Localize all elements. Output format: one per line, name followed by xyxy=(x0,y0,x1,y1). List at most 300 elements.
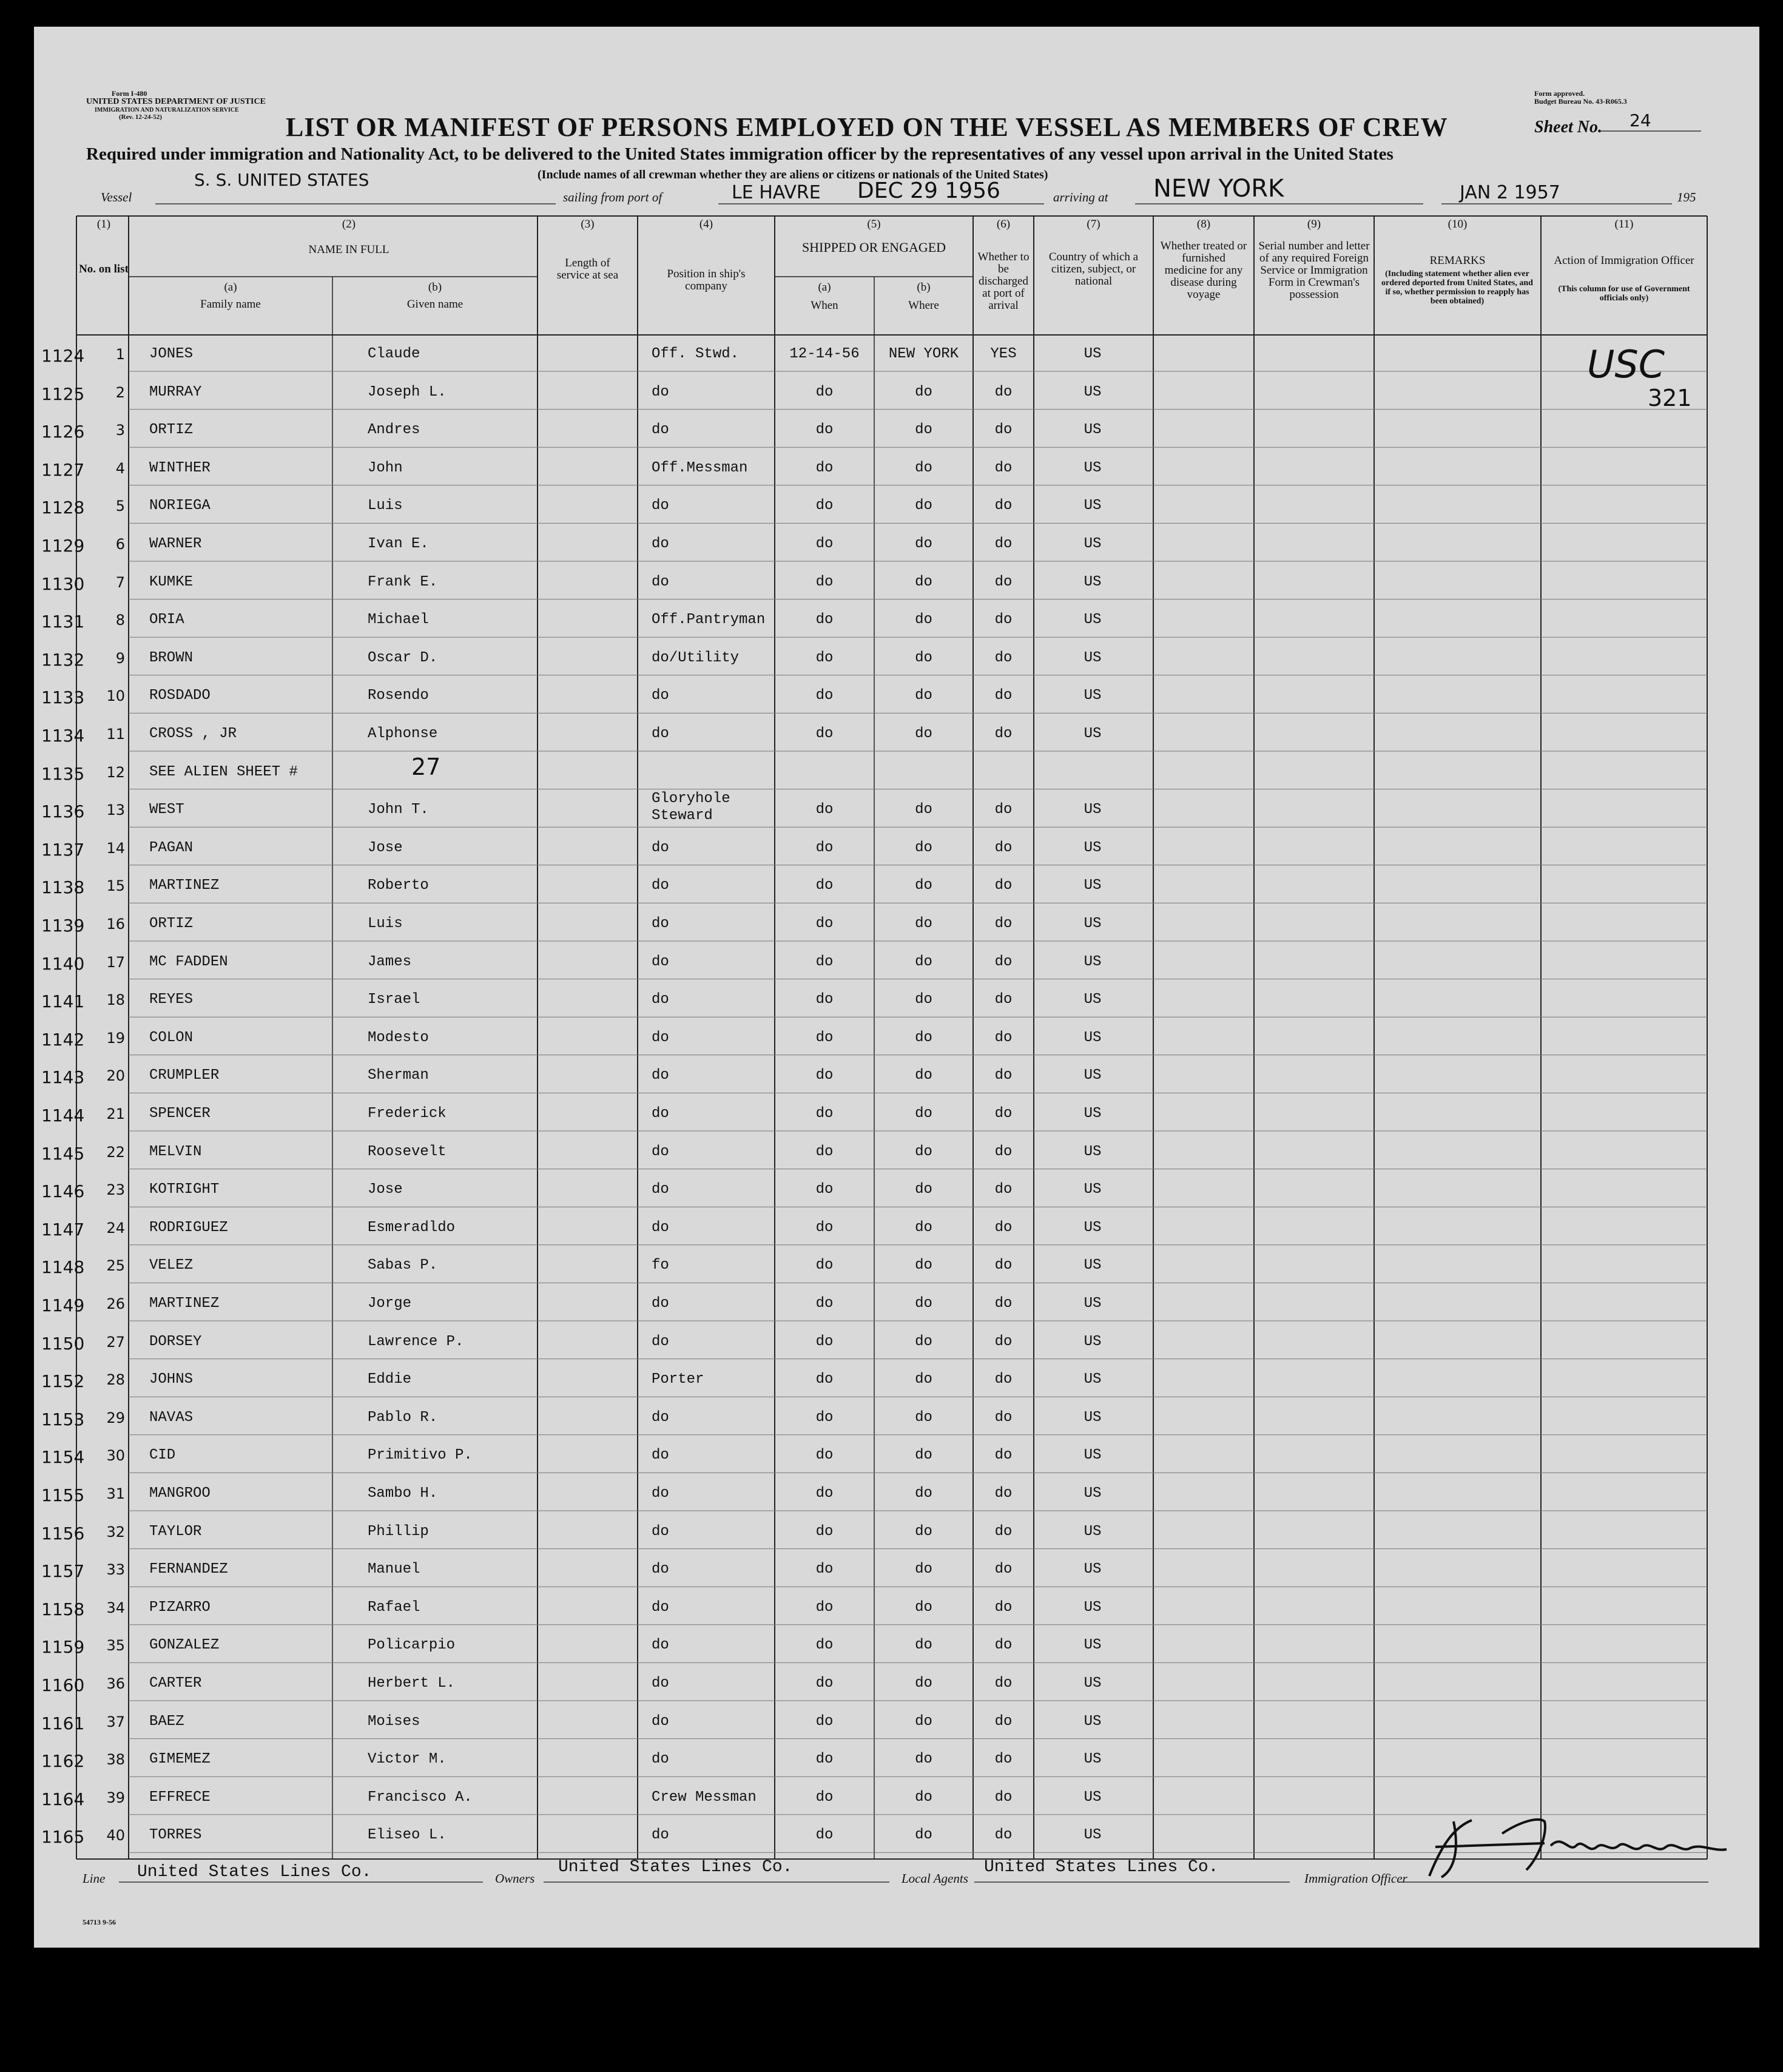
shipped-when: do xyxy=(815,1295,834,1312)
given-name: James xyxy=(368,953,412,970)
family-name: MELVIN xyxy=(149,1143,202,1160)
owners-name: United States Lines Co. xyxy=(558,1858,793,1877)
shipped-where: do xyxy=(915,536,932,552)
list-number: 1139 xyxy=(41,916,85,936)
row-index: 18 xyxy=(106,991,125,1009)
row-index: 29 xyxy=(106,1409,125,1426)
family-name: JOHNS xyxy=(149,1371,194,1388)
family-name: KUMKE xyxy=(149,573,194,590)
list-number: 1134 xyxy=(41,726,85,746)
shipped-when: do xyxy=(815,649,834,666)
family-name: KOTRIGHT xyxy=(149,1181,220,1198)
col1-number: (1) xyxy=(96,218,111,231)
family-name: CRUMPLER xyxy=(149,1067,220,1084)
list-number: 1161 xyxy=(41,1713,85,1733)
family-name: GIMEMEZ xyxy=(149,1751,211,1768)
country: US xyxy=(1084,991,1102,1008)
given-name: Policarpio xyxy=(368,1637,456,1654)
col2-label: NAME IN FULL xyxy=(308,243,389,256)
discharged: do xyxy=(994,1485,1013,1502)
given-name: Andres xyxy=(368,422,420,439)
shipped-when: do xyxy=(815,1827,834,1844)
discharged: do xyxy=(994,1257,1013,1274)
discharged: do xyxy=(994,1751,1013,1768)
col11-note: (This column for use of Government officials only) xyxy=(1558,285,1690,303)
list-number: 1156 xyxy=(41,1523,85,1544)
given-name: Moises xyxy=(368,1713,420,1730)
table-grid xyxy=(34,27,1759,1948)
shipped-when: do xyxy=(815,1409,834,1426)
revision: (Rev. 12-24-52) xyxy=(119,113,162,121)
family-name: TAYLOR xyxy=(149,1523,202,1540)
country: US xyxy=(1084,1751,1102,1768)
given-name: Pablo R. xyxy=(368,1409,438,1426)
family-name: CID xyxy=(149,1447,176,1464)
shipped-when: do xyxy=(815,498,834,515)
country: US xyxy=(1084,1675,1102,1692)
given-name: Eliseo L. xyxy=(368,1827,447,1844)
col2b-label: Given name xyxy=(406,298,463,311)
given-name: Joseph L. xyxy=(368,383,447,400)
discharged: do xyxy=(994,1371,1013,1388)
family-name: VELEZ xyxy=(149,1257,194,1274)
position: do xyxy=(652,1561,669,1578)
country: US xyxy=(1084,1827,1102,1844)
shipped-when: do xyxy=(815,1219,834,1236)
shipped-when: do xyxy=(815,1371,834,1388)
list-number: 1129 xyxy=(41,536,85,556)
col5b-number: (b) xyxy=(917,281,931,294)
col2a-number: (a) xyxy=(224,281,237,294)
discharged: do xyxy=(994,953,1013,970)
position: do xyxy=(652,991,669,1008)
col10-number: (10) xyxy=(1448,218,1468,231)
discharged: do xyxy=(994,459,1013,476)
discharged: do xyxy=(994,1067,1013,1084)
shipped-where: do xyxy=(915,383,932,400)
position: fo xyxy=(652,1257,669,1274)
shipped-when: do xyxy=(815,1675,834,1692)
position: do xyxy=(652,422,669,439)
position: do xyxy=(652,383,669,400)
discharged: do xyxy=(994,383,1013,400)
shipped-where: do xyxy=(915,1637,932,1654)
shipped-where: do xyxy=(915,1105,932,1122)
country: US xyxy=(1084,877,1102,894)
shipped-when: do xyxy=(815,1105,834,1122)
position: Gloryhole Steward xyxy=(652,791,730,825)
discharged: do xyxy=(994,1523,1013,1540)
row-index: 2 xyxy=(115,383,125,401)
list-number: 1132 xyxy=(41,649,85,670)
shipped-when: do xyxy=(815,536,834,552)
row-index: 32 xyxy=(106,1523,125,1541)
row-index: 27 xyxy=(106,1333,125,1351)
col3-label: Length of service at sea xyxy=(556,257,619,282)
shipped-when: do xyxy=(815,1751,834,1768)
shipped-when: do xyxy=(815,991,834,1008)
row-index: 25 xyxy=(106,1257,125,1275)
list-number: 1126 xyxy=(41,422,85,442)
row-index: 3 xyxy=(115,422,125,439)
shipped-when: do xyxy=(815,612,834,629)
shipped-when: do xyxy=(815,953,834,970)
shipped-where: do xyxy=(915,1333,932,1350)
shipped-when: do xyxy=(815,422,834,439)
shipped-where: do xyxy=(915,1219,932,1236)
given-name: Luis xyxy=(368,498,403,515)
shipped-where: do xyxy=(915,573,932,590)
list-number: 1146 xyxy=(41,1181,85,1202)
row-index: 28 xyxy=(106,1371,125,1389)
row-index: 14 xyxy=(106,839,125,857)
position: do xyxy=(652,1105,669,1122)
given-name: Frederick xyxy=(368,1105,447,1122)
shipped-where: do xyxy=(915,1751,932,1768)
list-number: 1155 xyxy=(41,1485,85,1505)
country: US xyxy=(1084,1181,1102,1198)
family-name: COLON xyxy=(149,1029,194,1046)
position: do xyxy=(652,1333,669,1350)
shipped-when: do xyxy=(815,383,834,400)
row-index: 13 xyxy=(106,801,125,819)
service: IMMIGRATION AND NATURALIZATION SERVICE xyxy=(95,107,239,113)
given-name: Francisco A. xyxy=(368,1789,473,1806)
row-index: 12 xyxy=(106,763,125,781)
given-name: Roosevelt xyxy=(368,1143,447,1160)
shipped-where: do xyxy=(915,1599,932,1616)
family-name: ROSDADO xyxy=(149,687,211,704)
given-name: Rosendo xyxy=(368,687,429,704)
position: do xyxy=(652,1751,669,1768)
position: Off. Stwd. xyxy=(652,346,740,362)
position: do xyxy=(652,1713,669,1730)
given-name: Alphonse xyxy=(368,726,438,742)
position: do xyxy=(652,687,669,704)
shipped-where: do xyxy=(915,1827,932,1844)
position: do xyxy=(652,536,669,552)
discharged: do xyxy=(994,1561,1013,1578)
given-name: Sherman xyxy=(368,1067,429,1084)
col9-label: Serial number and letter of any required Foreign Service or Immigration Form in Crewman's possession xyxy=(1258,240,1370,301)
discharged: do xyxy=(994,1789,1013,1806)
family-name: RODRIGUEZ xyxy=(149,1219,228,1236)
country: US xyxy=(1084,612,1102,629)
family-name: DORSEY xyxy=(149,1333,202,1350)
row-index: 21 xyxy=(106,1105,125,1122)
position: do xyxy=(652,1637,669,1654)
family-name: GONZALEZ xyxy=(149,1637,220,1654)
col2a-label: Family name xyxy=(200,298,261,311)
shipped-where: do xyxy=(915,1143,932,1160)
agents-name: United States Lines Co. xyxy=(984,1858,1219,1877)
discharged: do xyxy=(994,1447,1013,1464)
row-index: 4 xyxy=(115,459,125,477)
discharged: do xyxy=(994,536,1013,552)
shipped-where: do xyxy=(915,1295,932,1312)
shipped-where: do xyxy=(915,687,932,704)
budget-bureau: Budget Bureau No. 43-R065.3 xyxy=(1534,97,1627,106)
shipped-where: do xyxy=(915,1789,932,1806)
position: Off.Messman xyxy=(652,459,748,476)
family-name: REYES xyxy=(149,991,194,1008)
col1-label: No. on list xyxy=(79,263,129,275)
country: US xyxy=(1084,839,1102,856)
col5-label: SHIPPED OR ENGAGED xyxy=(801,240,946,255)
col2-number: (2) xyxy=(342,218,356,231)
shipped-when: do xyxy=(815,1485,834,1502)
row-index: 23 xyxy=(106,1181,125,1199)
year-suffix: 195 xyxy=(1677,190,1696,204)
given-name: Jorge xyxy=(368,1295,412,1312)
sailing-label: sailing from port of xyxy=(563,190,662,204)
col5-number: (5) xyxy=(867,218,881,231)
family-name: CROSS , JR xyxy=(149,726,237,742)
list-number: 1124 xyxy=(41,346,85,366)
shipped-where: do xyxy=(915,1257,932,1274)
line-name: United States Lines Co. xyxy=(137,1863,372,1881)
country: US xyxy=(1084,1523,1102,1540)
row-index: 40 xyxy=(106,1827,125,1844)
row-index: 24 xyxy=(106,1219,125,1237)
col6-number: (6) xyxy=(996,218,1011,231)
discharged: do xyxy=(994,1713,1013,1730)
shipped-when: do xyxy=(815,916,834,932)
col11-label: Action of Immigration Officer xyxy=(1554,254,1694,267)
position: do xyxy=(652,1067,669,1084)
family-name: ORTIZ xyxy=(149,916,194,932)
form-approved: Form approved. xyxy=(1534,89,1585,98)
row-index: 1 xyxy=(115,346,125,363)
shipped-where: NEW YORK xyxy=(888,346,959,362)
family-name: NORIEGA xyxy=(149,498,211,515)
country: US xyxy=(1084,459,1102,476)
list-number: 1149 xyxy=(41,1295,85,1315)
shipped-where: do xyxy=(915,953,932,970)
manifest-sheet xyxy=(34,27,1759,1948)
country: US xyxy=(1084,1485,1102,1502)
shipped-where: do xyxy=(915,422,932,439)
discharged: do xyxy=(994,498,1013,515)
col5b-label: Where xyxy=(908,299,939,312)
country: US xyxy=(1084,649,1102,666)
list-number: 1142 xyxy=(41,1029,85,1050)
col4-label: Position in ship's company xyxy=(667,268,746,292)
shipped-where: do xyxy=(915,877,932,894)
list-number: 1125 xyxy=(41,383,85,404)
family-name: SPENCER xyxy=(149,1105,211,1122)
given-name: Oscar D. xyxy=(368,649,438,666)
shipped-where: do xyxy=(915,1561,932,1578)
discharged: do xyxy=(994,573,1013,590)
row-index: 6 xyxy=(115,536,125,553)
family-name: MARTINEZ xyxy=(149,877,220,894)
shipped-where: do xyxy=(915,916,932,932)
given-name: Phillip xyxy=(368,1523,429,1540)
list-number: 1162 xyxy=(41,1751,85,1772)
row-index: 9 xyxy=(115,649,125,667)
list-number: 1145 xyxy=(41,1143,85,1164)
country: US xyxy=(1084,801,1102,818)
given-name: Frank E. xyxy=(368,573,438,590)
arrival-date: JAN 2 1957 xyxy=(1460,182,1560,203)
shipped-when: do xyxy=(815,877,834,894)
list-number: 1130 xyxy=(41,573,85,594)
shipped-where: do xyxy=(915,498,932,515)
country: US xyxy=(1084,1789,1102,1806)
list-number: 1136 xyxy=(41,801,85,822)
row-index: 20 xyxy=(106,1067,125,1085)
list-number: 1137 xyxy=(41,839,85,860)
row-index: 39 xyxy=(106,1789,125,1806)
shipped-where: do xyxy=(915,649,932,666)
position: do xyxy=(652,498,669,515)
usc-annotation: USC xyxy=(1587,342,1665,386)
shipped-where: do xyxy=(915,612,932,629)
position: Crew Messman xyxy=(652,1789,757,1806)
discharged: do xyxy=(994,1181,1013,1198)
discharged: do xyxy=(994,687,1013,704)
given-name: Sabas P. xyxy=(368,1257,438,1274)
position: do xyxy=(652,1029,669,1046)
discharged: do xyxy=(994,1409,1013,1426)
row-index: 31 xyxy=(106,1485,125,1502)
position: do xyxy=(652,1827,669,1844)
given-name: Modesto xyxy=(368,1029,429,1046)
list-number: 1159 xyxy=(41,1637,85,1658)
shipped-where: do xyxy=(915,991,932,1008)
family-name: BAEZ xyxy=(149,1713,184,1730)
discharged: YES xyxy=(990,346,1017,362)
col8-label: Whether treated or furnished medicine for any disease during voyage xyxy=(1160,240,1247,301)
col8-number: (8) xyxy=(1196,218,1211,231)
given-name: Esmeradldo xyxy=(368,1219,456,1236)
position: do xyxy=(652,953,669,970)
list-number: 1135 xyxy=(41,763,85,784)
list-number: 1157 xyxy=(41,1561,85,1582)
family-name: ORTIZ xyxy=(149,422,194,439)
country: US xyxy=(1084,1371,1102,1388)
given-name: Jose xyxy=(368,839,403,856)
family-name: MC FADDEN xyxy=(149,953,228,970)
department: UNITED STATES DEPARTMENT OF JUSTICE xyxy=(86,97,266,106)
row-index: 15 xyxy=(106,877,125,895)
discharged: do xyxy=(994,991,1013,1008)
arrival-port: NEW YORK xyxy=(1153,175,1284,203)
stock-number: 54713 9-56 xyxy=(83,1918,116,1926)
shipped-where: do xyxy=(915,1485,932,1502)
position: do xyxy=(652,1599,669,1616)
country: US xyxy=(1084,1333,1102,1350)
list-number: 1164 xyxy=(41,1789,85,1809)
shipped-when: do xyxy=(815,839,834,856)
list-number: 1128 xyxy=(41,498,85,518)
family-name: WARNER xyxy=(149,536,202,552)
list-number: 1154 xyxy=(41,1447,85,1468)
shipped-where: do xyxy=(915,839,932,856)
given-name: Ivan E. xyxy=(368,536,429,552)
country: US xyxy=(1084,422,1102,439)
list-number: 1127 xyxy=(41,459,85,480)
given-name: John T. xyxy=(368,801,429,818)
shipped-when: do xyxy=(815,1181,834,1198)
position: do xyxy=(652,1143,669,1160)
discharged: do xyxy=(994,1105,1013,1122)
row-index: 17 xyxy=(106,953,125,971)
col2b-number: (b) xyxy=(428,281,442,294)
position: do xyxy=(652,1523,669,1540)
country: US xyxy=(1084,536,1102,552)
discharged: do xyxy=(994,1675,1013,1692)
family-name: JONES xyxy=(149,346,194,362)
country: US xyxy=(1084,687,1102,704)
country: US xyxy=(1084,383,1102,400)
country: US xyxy=(1084,1295,1102,1312)
list-number: 1141 xyxy=(41,991,85,1012)
shipped-where: do xyxy=(915,1409,932,1426)
country: US xyxy=(1084,1447,1102,1464)
country: US xyxy=(1084,1067,1102,1084)
country: US xyxy=(1084,1143,1102,1160)
position: do xyxy=(652,1181,669,1198)
given-name: John xyxy=(368,459,403,476)
form-number: Form I-480 xyxy=(112,89,147,98)
shipped-when: do xyxy=(815,1257,834,1274)
position: do/Utility xyxy=(652,649,740,666)
list-number: 1131 xyxy=(41,612,85,632)
country: US xyxy=(1084,1561,1102,1578)
shipped-when: do xyxy=(815,1789,834,1806)
shipped-when: do xyxy=(815,1599,834,1616)
list-number: 1147 xyxy=(41,1219,85,1240)
shipped-where: do xyxy=(915,1713,932,1730)
given-name: Victor M. xyxy=(368,1751,447,1768)
country: US xyxy=(1084,1599,1102,1616)
country: US xyxy=(1084,498,1102,515)
list-number: 1140 xyxy=(41,953,85,974)
row-index: 10 xyxy=(106,687,125,705)
country: US xyxy=(1084,953,1102,970)
list-number: 1133 xyxy=(41,687,85,708)
discharged: do xyxy=(994,1029,1013,1046)
position: Porter xyxy=(652,1371,704,1388)
discharged: do xyxy=(994,649,1013,666)
row-index: 36 xyxy=(106,1675,125,1692)
country: US xyxy=(1084,1219,1102,1236)
position: do xyxy=(652,877,669,894)
family-name: NAVAS xyxy=(149,1409,194,1426)
position: do xyxy=(652,916,669,932)
shipped-when: do xyxy=(815,1067,834,1084)
row-index: 34 xyxy=(106,1599,125,1616)
discharged: do xyxy=(994,1599,1013,1616)
row-index: 7 xyxy=(115,573,125,591)
given-name: Lawrence P. xyxy=(368,1333,464,1350)
country: US xyxy=(1084,1029,1102,1046)
col10-label: REMARKS xyxy=(1429,254,1486,267)
col7-number: (7) xyxy=(1087,218,1100,231)
col5a-label: When xyxy=(811,299,838,312)
shipped-when: 12-14-56 xyxy=(789,346,860,362)
country: US xyxy=(1084,573,1102,590)
list-number: 1158 xyxy=(41,1599,85,1619)
discharged: do xyxy=(994,1143,1013,1160)
discharged: do xyxy=(994,1637,1013,1654)
count-annotation: 321 xyxy=(1648,385,1692,411)
family-name: MANGROO xyxy=(149,1485,211,1502)
discharged: do xyxy=(994,1219,1013,1236)
given-name: Jose xyxy=(368,1181,403,1198)
